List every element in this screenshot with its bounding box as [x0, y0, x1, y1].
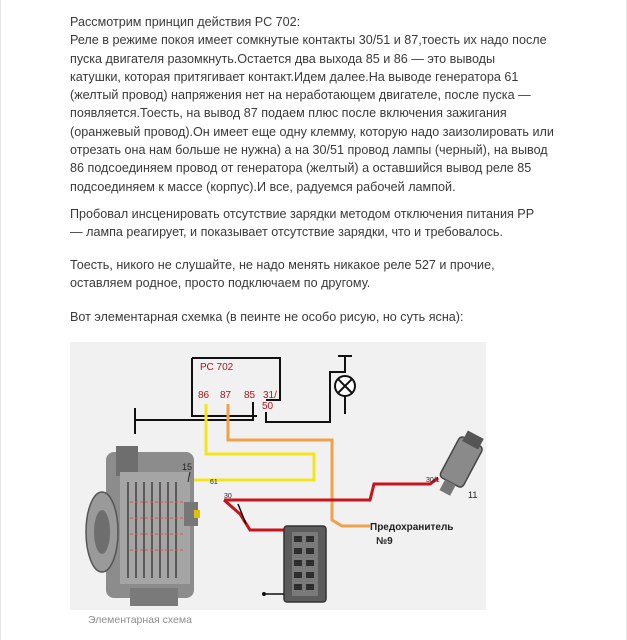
text-line: Пробовал инсценировать отсутствие зарядки методом отключения питания РР [70, 207, 535, 221]
fuse-label-line1: Предохранитель [370, 522, 454, 533]
text-line: появляется.Тоесть, на вывод 87 подаем плюс после включения зажигания [70, 106, 507, 121]
image-caption: Элементарная схема [88, 614, 192, 626]
switch-label-30: 30/1 [426, 477, 440, 484]
relay-pin-86: 86 [198, 390, 210, 401]
relay-pin-50: 50 [262, 401, 274, 412]
paragraph-relay-principle [70, 13, 560, 196]
generator-label-15: 15 [182, 462, 193, 472]
text-line: подсоединяем к массе (корпус).И все, радуемся рабочей лампой. [70, 179, 456, 194]
text-line: Рассмотрим принцип действия РС 702: [70, 15, 301, 29]
text-line: Тоесть, никого не слушайте, не надо менять никакое реле 527 и прочие, [70, 258, 495, 272]
relay-pin-85: 85 [244, 390, 256, 401]
text-line: 86 подсоединяем провод от генератора (желтый) а оставшийся вывод реле 85 [70, 161, 532, 176]
text-line: Реле в режиме покоя имеет сомкнутые контакты 30/51 и 87,тоесть их надо после [70, 33, 547, 48]
relay-pin-31: 31/ [263, 390, 277, 401]
paragraph-scheme-intro [70, 308, 560, 326]
text-line: (оранжевый провод).Он имеет еще одну клемму, которую надо заизолировать или [70, 124, 554, 139]
text-line: катушки, которая притягивает контакт.Идем далее.На выводе генератора 61 [70, 69, 519, 84]
relay-pin-87: 87 [220, 390, 232, 401]
text-line: оставляем родное, просто подключаем по другому. [70, 276, 371, 291]
text-line: (желтый провод) напряжения нет на неработающем двигателе, после пуска — [70, 88, 531, 103]
generator-label-61: 61 [210, 479, 218, 486]
text-line: Вот элементарная схемка (в пеинте не особо рисую, но суть ясна): [70, 310, 464, 324]
text-line: — лампа реагирует, и показывает отсутствие зарядки, что и требовалось. [70, 225, 503, 240]
paragraph-test [70, 205, 560, 242]
text-line: отрезать она нам больше не нужна) а на 30/51 провод лампы (черный), на вывод [70, 143, 548, 158]
wiring-diagram [70, 342, 486, 610]
fuse-label-line2: №9 [376, 536, 393, 547]
paragraph-advice [70, 256, 560, 293]
generator-label-30: 30 [224, 493, 232, 500]
switch-label-11: 11 [468, 490, 478, 500]
battery-icon [284, 526, 326, 602]
wiring-diagram-image [70, 342, 486, 610]
text-line: пуска двигателя разомкнуть.Остается два выхода 85 и 86 — это выводы [70, 51, 496, 66]
relay-title: РС 702 [200, 362, 234, 373]
